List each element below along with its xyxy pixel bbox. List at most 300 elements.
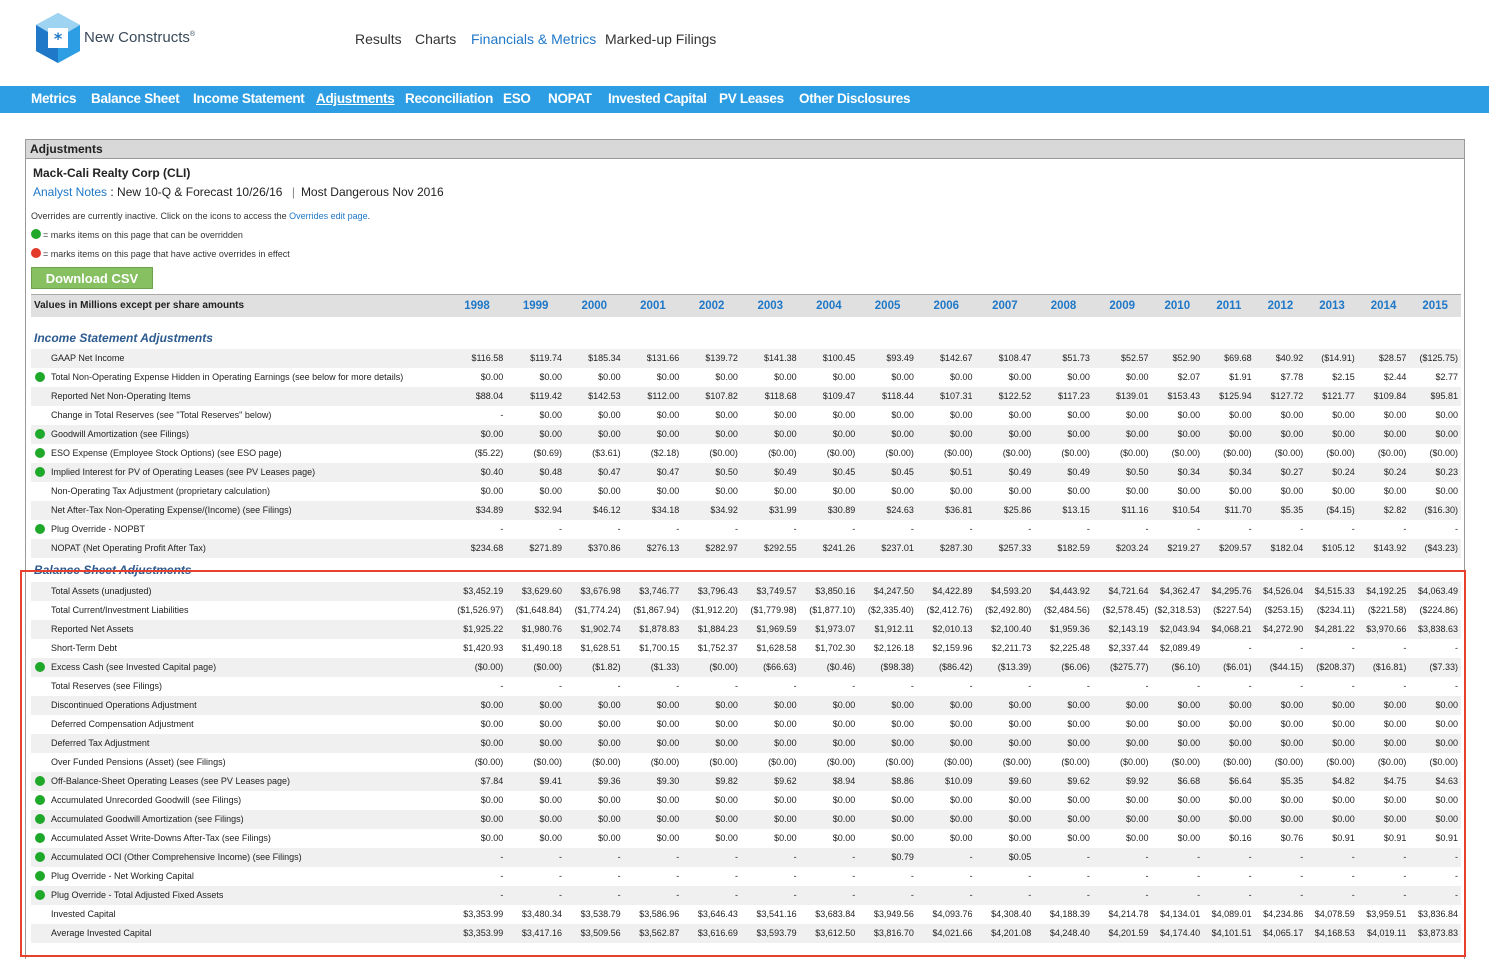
value-cell: - xyxy=(1255,886,1307,905)
row-label xyxy=(31,368,448,387)
value-cell: ($0.00) xyxy=(1326,448,1355,458)
value-cell: $0.00 xyxy=(1435,410,1458,420)
brand-name[interactable]: New Constructs® xyxy=(84,29,196,46)
row-label-text: Change in Total Reserves (see "Total Reserves" below) xyxy=(51,410,272,420)
value-cell: - xyxy=(1358,886,1410,905)
year-header[interactable]: 2002 xyxy=(682,295,741,317)
value-cell: $0.00 xyxy=(1126,486,1149,496)
row-label-text: Non-Operating Tax Adjustment (proprietary calculation) xyxy=(51,486,270,496)
table-row xyxy=(31,444,1461,463)
value-cell: $4,093.76 xyxy=(932,909,973,919)
overrides-status: Overrides are currently inactive. Click on the icons to access the Overrides edit page. xyxy=(31,211,371,221)
value-cell: $0.00 xyxy=(774,372,797,382)
row-label-text: Short-Term Debt xyxy=(51,643,118,653)
override-dot-icon[interactable] xyxy=(35,776,45,786)
value-cell: $3,836.84 xyxy=(1417,909,1458,919)
value-cell: $0.00 xyxy=(1034,425,1093,444)
subnav-other-disclosures[interactable]: Other Disclosures xyxy=(799,91,911,106)
value-cell: $3,646.43 xyxy=(697,909,738,919)
value-cell: $0.00 xyxy=(539,795,562,805)
value-cell: $0.00 xyxy=(539,833,562,843)
value-cell: $0.00 xyxy=(1280,719,1304,729)
year-header[interactable]: 2014 xyxy=(1358,295,1410,317)
value-cell: - xyxy=(793,524,797,534)
table-row xyxy=(31,867,1461,886)
value-cell: $0.00 xyxy=(598,410,621,420)
override-dot-icon[interactable] xyxy=(35,372,45,382)
value-cell: $107.82 xyxy=(682,387,741,406)
row-label xyxy=(31,791,448,810)
value-cell: ($0.00) xyxy=(1223,757,1252,767)
svg-text:*: * xyxy=(53,29,63,48)
value-cell: $5.35 xyxy=(1255,772,1307,791)
table-row xyxy=(31,734,1461,753)
value-cell: $3,452.19 xyxy=(448,582,507,601)
table-row xyxy=(31,905,1461,924)
value-cell: $7.84 xyxy=(448,772,507,791)
subnav-pv-leases[interactable]: PV Leases xyxy=(719,91,784,106)
value-cell: $3,683.84 xyxy=(815,909,856,919)
year-header[interactable]: 2007 xyxy=(976,295,1035,317)
year-header[interactable]: 1998 xyxy=(448,295,507,317)
value-cell: - xyxy=(565,886,624,905)
value-cell: ($125.75) xyxy=(1409,349,1461,368)
row-label xyxy=(31,482,448,501)
value-cell: $1,490.18 xyxy=(521,643,562,653)
value-cell: - xyxy=(1197,524,1201,534)
value-cell: $0.00 xyxy=(480,833,504,843)
value-cell: - xyxy=(1145,871,1149,881)
row-label xyxy=(31,539,448,558)
value-cell: ($4.15) xyxy=(1306,501,1358,520)
override-dot-icon[interactable] xyxy=(35,852,45,862)
value-cell: $2,143.19 xyxy=(1093,620,1152,639)
value-cell: $109.47 xyxy=(800,387,859,406)
value-cell: $3,417.16 xyxy=(506,924,565,943)
year-header[interactable]: 2001 xyxy=(624,295,683,317)
value-cell: $0.00 xyxy=(598,372,621,382)
value-cell: $0.00 xyxy=(976,696,1035,715)
value-cell: $0.00 xyxy=(832,372,856,382)
row-label xyxy=(31,520,448,539)
value-cell: ($224.86) xyxy=(1419,605,1458,615)
value-cell: - xyxy=(917,848,976,867)
table-row xyxy=(31,349,1461,368)
value-cell: $209.57 xyxy=(1203,539,1255,558)
value-cell: $0.00 xyxy=(1067,719,1090,729)
value-cell: $0.00 xyxy=(891,372,914,382)
value-cell: $119.74 xyxy=(506,349,565,368)
subnav-adjustments[interactable]: Adjustments xyxy=(316,91,395,106)
value-cell: $3,541.16 xyxy=(756,909,797,919)
value-cell: $2,337.44 xyxy=(1108,643,1149,653)
value-cell: $0.00 xyxy=(1229,486,1252,496)
value-cell: $1,973.07 xyxy=(800,620,859,639)
value-cell: - xyxy=(1086,871,1090,881)
year-header[interactable]: 2011 xyxy=(1203,295,1255,317)
value-cell: ($1,912.20) xyxy=(691,605,738,615)
override-dot-icon[interactable] xyxy=(35,833,45,843)
value-cell: $4,593.20 xyxy=(976,582,1035,601)
value-cell: $3,873.83 xyxy=(1409,924,1461,943)
year-header[interactable]: 2003 xyxy=(741,295,800,317)
row-label-text: Off-Balance-Sheet Operating Leases (see PV Leases page) xyxy=(51,776,290,786)
value-cell: - xyxy=(1455,643,1458,653)
value-cell: $2,043.94 xyxy=(1152,620,1204,639)
value-cell: ($0.00) xyxy=(944,448,973,458)
year-header[interactable]: 2015 xyxy=(1409,295,1461,317)
value-cell: ($0.00) xyxy=(533,757,562,767)
value-cell: ($0.00) xyxy=(1002,757,1032,767)
value-cell: $0.00 xyxy=(1435,795,1458,805)
value-cell: ($0.00) xyxy=(1002,448,1032,458)
value-cell: - xyxy=(558,524,562,534)
value-cell: ($16.30) xyxy=(1409,501,1461,520)
value-cell: $3,816.70 xyxy=(858,924,917,943)
value-cell: $282.97 xyxy=(682,539,741,558)
value-cell: $0.76 xyxy=(1280,833,1304,843)
value-cell: - xyxy=(917,886,976,905)
value-cell: ($0.00) xyxy=(709,757,738,767)
value-cell: - xyxy=(858,886,917,905)
value-cell: - xyxy=(1145,524,1149,534)
value-cell: - xyxy=(558,681,562,691)
value-cell: $4,019.11 xyxy=(1358,924,1410,943)
value-cell: $203.24 xyxy=(1093,539,1152,558)
value-cell: $3,629.60 xyxy=(506,582,565,601)
value-cell: $0.00 xyxy=(1229,719,1252,729)
table-row xyxy=(31,848,1461,867)
value-cell: ($86.42) xyxy=(917,658,976,677)
value-cell: $1,420.93 xyxy=(463,643,504,653)
value-cell: $0.00 xyxy=(565,696,624,715)
year-header[interactable]: 2009 xyxy=(1093,295,1152,317)
row-label-text: Deferred Tax Adjustment xyxy=(51,738,150,748)
value-cell: $0.00 xyxy=(891,486,914,496)
nav-marked-up-filings[interactable]: Marked-up Filings xyxy=(605,31,717,47)
row-label xyxy=(31,829,448,848)
value-cell: $0.00 xyxy=(950,486,973,496)
value-cell: $0.00 xyxy=(800,810,859,829)
table-row xyxy=(31,620,1461,639)
value-cell: $0.00 xyxy=(506,696,565,715)
value-cell: $3,353.99 xyxy=(463,909,504,919)
table-row xyxy=(31,368,1461,387)
value-cell: $109.84 xyxy=(1358,387,1410,406)
value-cell: $2,126.18 xyxy=(873,643,914,653)
value-cell: $0.00 xyxy=(917,734,976,753)
value-cell: $0.05 xyxy=(976,848,1035,867)
override-dot-icon[interactable] xyxy=(35,467,45,477)
row-label-text: Plug Override - Total Adjusted Fixed Assets xyxy=(51,890,224,900)
row-label-text: Accumulated Goodwill Amortization (see Filings) xyxy=(51,814,244,824)
value-cell: $1,969.59 xyxy=(741,620,800,639)
override-dot-icon[interactable] xyxy=(35,448,45,458)
download-csv-button[interactable]: Download CSV xyxy=(31,267,153,289)
value-cell: $0.00 xyxy=(1152,696,1204,715)
value-cell: - xyxy=(1351,871,1355,881)
row-label xyxy=(31,677,448,696)
value-cell: $122.52 xyxy=(976,387,1035,406)
value-cell: $0.00 xyxy=(1177,719,1201,729)
nav-financials-metrics[interactable]: Financials & Metrics xyxy=(471,31,597,47)
value-cell: $0.00 xyxy=(1358,425,1410,444)
table-row xyxy=(31,425,1461,444)
value-cell: $0.00 xyxy=(598,833,621,843)
value-cell: $139.72 xyxy=(682,349,741,368)
table-row xyxy=(31,924,1461,943)
value-cell: $3,796.43 xyxy=(682,582,741,601)
value-cell: $0.00 xyxy=(950,719,973,729)
value-cell: $0.27 xyxy=(1255,463,1307,482)
analyst-notes-link[interactable]: Analyst Notes xyxy=(33,185,108,199)
value-cell: $31.99 xyxy=(741,501,800,520)
value-cell: $6.64 xyxy=(1203,772,1255,791)
value-cell: $0.00 xyxy=(1152,734,1204,753)
override-dot-icon[interactable] xyxy=(35,795,45,805)
value-cell: $3,676.98 xyxy=(565,582,624,601)
value-cell: $1,912.11 xyxy=(858,620,917,639)
value-cell: $107.31 xyxy=(917,387,976,406)
row-label-text: Plug Override - NOPBT xyxy=(51,524,146,534)
value-cell: ($1,774.24) xyxy=(574,605,621,615)
new-constructs-logo-icon[interactable] xyxy=(35,12,81,64)
nav-charts[interactable]: Charts xyxy=(415,31,457,47)
value-cell: - xyxy=(1248,643,1252,653)
value-cell: $0.00 xyxy=(1203,810,1255,829)
row-label xyxy=(31,734,448,753)
value-cell: - xyxy=(1306,886,1358,905)
value-cell: - xyxy=(1086,681,1090,691)
value-cell: - xyxy=(910,681,914,691)
value-cell: $2.82 xyxy=(1358,501,1410,520)
value-cell: - xyxy=(1403,524,1407,534)
value-cell: $0.00 xyxy=(656,486,680,496)
value-cell: $271.89 xyxy=(506,539,565,558)
value-cell: $4,192.25 xyxy=(1358,582,1410,601)
value-cell: - xyxy=(1403,681,1407,691)
value-cell: $0.00 xyxy=(624,696,683,715)
override-dot-icon[interactable] xyxy=(35,890,45,900)
value-cell: $0.50 xyxy=(1093,463,1152,482)
value-cell: $30.89 xyxy=(800,501,859,520)
value-cell: $9.62 xyxy=(741,772,800,791)
year-header[interactable]: 2012 xyxy=(1255,295,1307,317)
value-cell: - xyxy=(969,681,973,691)
value-cell: $0.00 xyxy=(624,425,683,444)
value-cell: $93.49 xyxy=(858,349,917,368)
row-label xyxy=(31,658,448,677)
row-label-text: Invested Capital xyxy=(51,909,116,919)
year-header[interactable]: 2008 xyxy=(1034,295,1093,317)
subnav-metrics[interactable]: Metrics xyxy=(31,91,77,106)
value-cell: $0.00 xyxy=(858,734,917,753)
value-cell: ($2,484.56) xyxy=(1043,605,1090,615)
override-dot-icon[interactable] xyxy=(35,429,45,439)
value-cell: $0.91 xyxy=(1383,833,1407,843)
row-label xyxy=(31,924,448,943)
value-cell: $46.12 xyxy=(565,501,624,520)
override-dot-icon[interactable] xyxy=(35,662,45,672)
value-cell: $6.68 xyxy=(1152,772,1204,791)
value-cell: $4,134.01 xyxy=(1160,909,1201,919)
table-row xyxy=(31,658,1461,677)
row-label xyxy=(31,601,448,620)
value-cell: $276.13 xyxy=(624,539,683,558)
value-cell: $0.23 xyxy=(1409,463,1461,482)
value-cell: $11.16 xyxy=(1093,501,1152,520)
value-cell: $0.00 xyxy=(1203,425,1255,444)
value-cell: ($0.00) xyxy=(474,757,504,767)
row-label xyxy=(31,349,448,368)
year-header[interactable]: 2006 xyxy=(917,295,976,317)
subnav-eso[interactable]: ESO xyxy=(503,91,531,106)
row-label xyxy=(31,406,448,425)
adjustments-panel xyxy=(25,139,1465,959)
value-cell: $4,422.89 xyxy=(917,582,976,601)
value-cell: - xyxy=(448,848,507,867)
value-cell: $0.79 xyxy=(858,848,917,867)
subnav-invested-capital[interactable]: Invested Capital xyxy=(608,91,707,106)
nav-results[interactable]: Results xyxy=(355,31,402,47)
value-cell: $0.00 xyxy=(1008,486,1032,496)
value-cell: $141.38 xyxy=(741,349,800,368)
value-cell: $0.00 xyxy=(1383,410,1407,420)
year-header[interactable]: 2010 xyxy=(1152,295,1204,317)
value-cell: ($3.61) xyxy=(592,448,621,458)
legend-red: = marks items on this page that have active overrides in effect xyxy=(31,248,290,259)
value-cell: $0.00 xyxy=(565,810,624,829)
value-cell: $0.24 xyxy=(1358,463,1410,482)
year-header[interactable]: 2005 xyxy=(858,295,917,317)
value-cell: - xyxy=(682,886,741,905)
table-row xyxy=(31,520,1461,539)
value-cell: ($6.01) xyxy=(1203,658,1255,677)
value-cell: - xyxy=(1409,848,1461,867)
value-cell: $0.00 xyxy=(1067,833,1090,843)
value-cell: - xyxy=(565,848,624,867)
override-dot-icon[interactable] xyxy=(35,814,45,824)
value-cell: $0.00 xyxy=(1126,833,1149,843)
row-label-text: Total Current/Investment Liabilities xyxy=(51,605,189,615)
value-cell: ($0.00) xyxy=(1429,757,1458,767)
year-header[interactable]: 1999 xyxy=(506,295,565,317)
override-dot-icon[interactable] xyxy=(35,524,45,534)
value-cell: $0.00 xyxy=(1152,425,1204,444)
value-cell: - xyxy=(741,886,800,905)
notes-extra: Most Dangerous Nov 2016 xyxy=(300,185,444,199)
value-cell: ($44.15) xyxy=(1255,658,1307,677)
value-cell: $0.00 xyxy=(656,795,680,805)
value-cell: $0.00 xyxy=(715,719,738,729)
year-header[interactable]: 2013 xyxy=(1306,295,1358,317)
value-cell: $0.00 xyxy=(1008,795,1032,805)
value-cell: $0.47 xyxy=(624,463,683,482)
value-cell: - xyxy=(1351,643,1355,653)
value-cell: $121.77 xyxy=(1306,387,1358,406)
table-row xyxy=(31,810,1461,829)
value-cell: $0.00 xyxy=(1255,425,1307,444)
value-cell: $4,201.59 xyxy=(1093,924,1152,943)
value-cell: $11.70 xyxy=(1203,501,1255,520)
value-cell: ($0.00) xyxy=(1061,757,1090,767)
subnav-income-statement[interactable]: Income Statement xyxy=(193,91,305,106)
value-cell: $24.63 xyxy=(858,501,917,520)
value-cell: $0.24 xyxy=(1306,463,1358,482)
value-cell: - xyxy=(676,524,680,534)
value-cell: $0.00 xyxy=(1008,719,1032,729)
value-cell: $4,078.59 xyxy=(1314,909,1355,919)
value-cell: $0.49 xyxy=(1034,463,1093,482)
value-cell: $0.00 xyxy=(1093,696,1152,715)
adjustments-table xyxy=(31,294,1461,943)
value-cell: $0.00 xyxy=(1435,719,1458,729)
value-cell: - xyxy=(1306,848,1358,867)
value-cell: $241.26 xyxy=(800,539,859,558)
value-cell: - xyxy=(1403,871,1407,881)
value-cell: ($0.00) xyxy=(1171,448,1201,458)
value-cell: - xyxy=(1248,871,1252,881)
analyst-notes-line xyxy=(33,185,444,199)
value-cell: $8.94 xyxy=(800,772,859,791)
value-cell: $8.86 xyxy=(858,772,917,791)
value-cell: $3,612.50 xyxy=(800,924,859,943)
value-cell: - xyxy=(1255,848,1307,867)
value-cell: $36.81 xyxy=(917,501,976,520)
value-cell: ($0.00) xyxy=(944,757,973,767)
value-cell: $0.00 xyxy=(1067,486,1090,496)
overrides-edit-link[interactable]: Overrides edit page xyxy=(289,211,368,221)
value-cell: ($208.37) xyxy=(1306,658,1358,677)
subnav-nopat[interactable]: NOPAT xyxy=(548,91,592,106)
year-header[interactable]: 2000 xyxy=(565,295,624,317)
value-cell: $0.00 xyxy=(741,696,800,715)
value-cell: ($0.00) xyxy=(885,757,914,767)
value-cell: $0.16 xyxy=(1229,833,1252,843)
value-cell: $0.00 xyxy=(1280,795,1304,805)
value-cell: - xyxy=(734,871,738,881)
row-label xyxy=(31,810,448,829)
value-cell: ($2,318.53) xyxy=(1154,605,1201,615)
value-cell: ($0.00) xyxy=(682,658,741,677)
value-cell: $0.00 xyxy=(1306,425,1358,444)
override-dot-icon xyxy=(31,229,41,239)
value-cell: $0.00 xyxy=(1332,410,1355,420)
value-cell: ($2.18) xyxy=(650,448,680,458)
table-row xyxy=(31,715,1461,734)
value-cell: $0.00 xyxy=(715,410,738,420)
value-cell: $25.86 xyxy=(976,501,1035,520)
value-cell: $0.00 xyxy=(976,810,1035,829)
value-cell: $4,021.66 xyxy=(917,924,976,943)
value-cell: $0.00 xyxy=(448,734,507,753)
subnav-reconciliation[interactable]: Reconciliation xyxy=(405,91,494,106)
subnav-balance-sheet[interactable]: Balance Sheet xyxy=(91,91,180,106)
value-cell: $0.00 xyxy=(598,795,621,805)
value-cell: $0.00 xyxy=(1177,833,1201,843)
value-cell: $0.00 xyxy=(448,810,507,829)
year-header[interactable]: 2004 xyxy=(800,295,859,317)
override-dot-icon[interactable] xyxy=(35,871,45,881)
value-cell: $7.78 xyxy=(1280,372,1304,382)
value-cell: - xyxy=(1093,886,1152,905)
value-cell: ($5.22) xyxy=(474,448,504,458)
value-cell: $0.00 xyxy=(1409,810,1461,829)
value-cell: $0.00 xyxy=(1093,425,1152,444)
table-row xyxy=(31,696,1461,715)
value-cell: $0.00 xyxy=(891,410,914,420)
value-cell: $0.00 xyxy=(917,425,976,444)
